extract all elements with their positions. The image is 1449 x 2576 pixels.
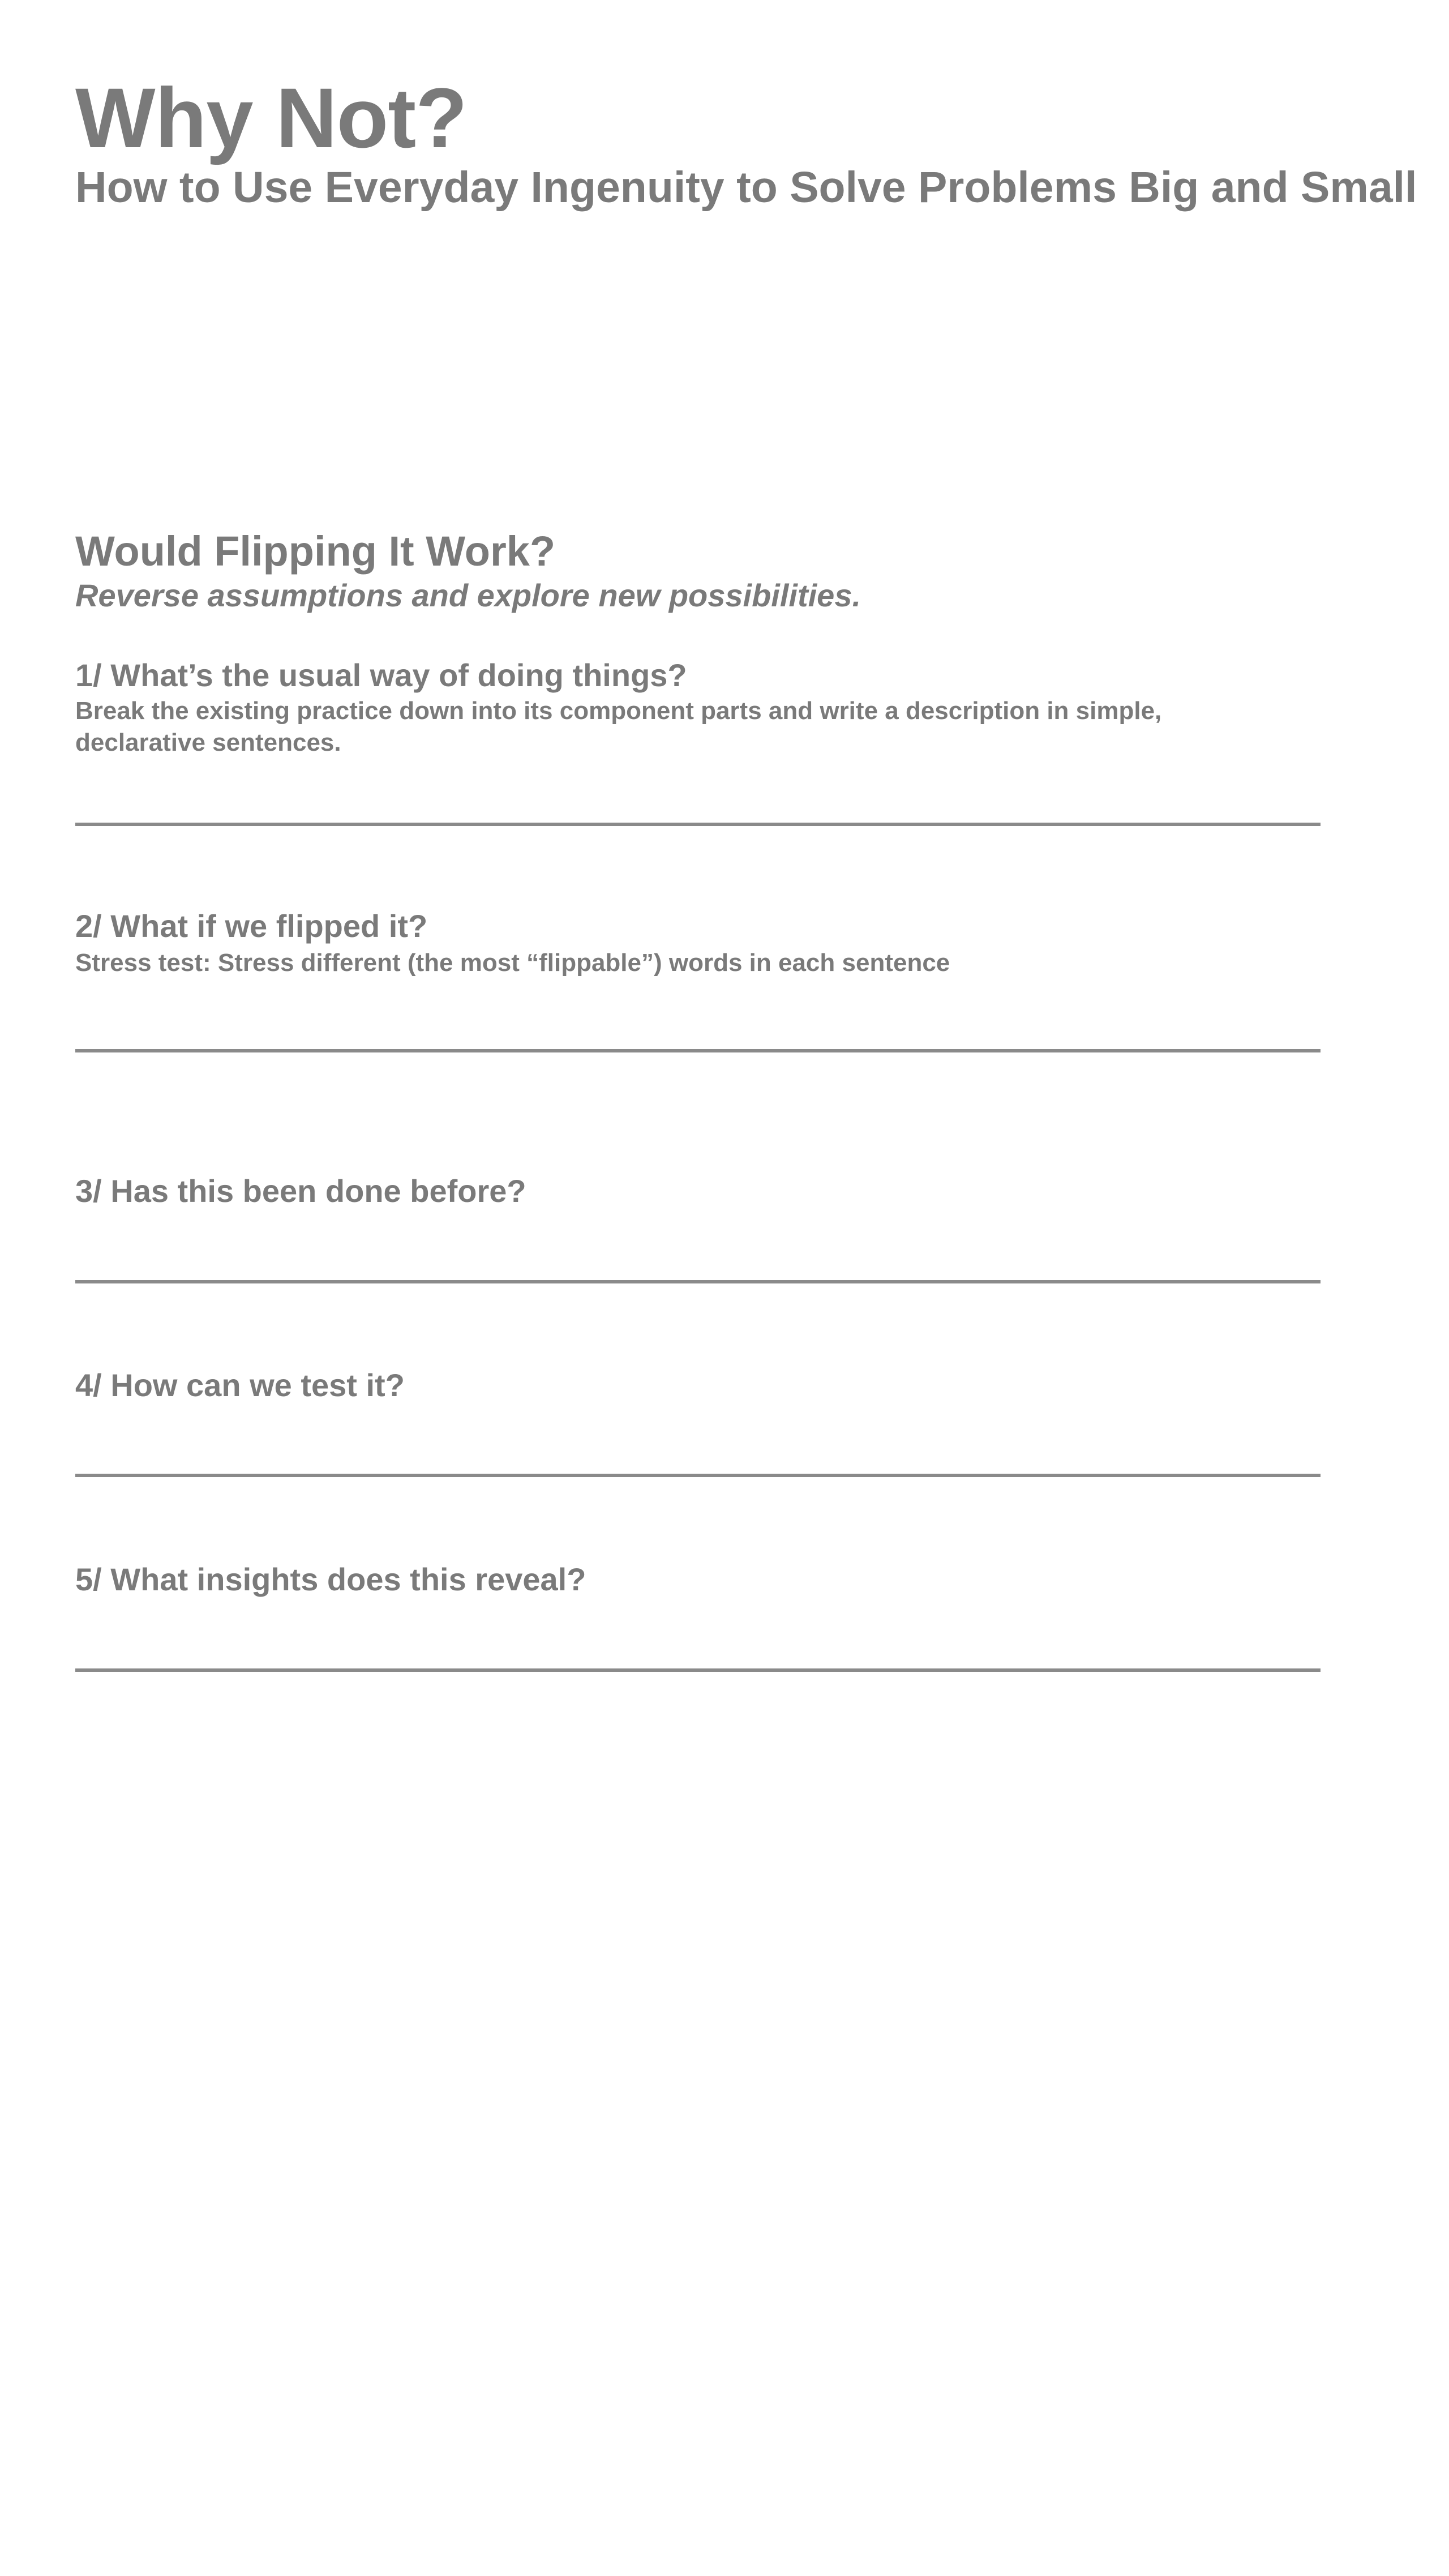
answer-line-5[interactable] [75, 1668, 1321, 1672]
answer-line-2[interactable] [75, 1049, 1321, 1052]
question-2-label: 2/ What if we flipped it? [75, 908, 428, 944]
section-subtitle: Reverse assumptions and explore new possibilities. [75, 577, 861, 613]
question-2-description: Stress test: Stress different (the most “flippable”) words in each sentence [75, 949, 950, 977]
section-title: Would Flipping It Work? [75, 528, 556, 575]
question-4 [75, 1367, 1321, 1404]
question-5-label: 5/ What insights does this reveal? [75, 1561, 586, 1597]
answer-line-4[interactable] [75, 1474, 1321, 1477]
document-subtitle: How to Use Everyday Ingenuity to Solve Problems Big and Small [75, 163, 1417, 212]
question-3-label: 3/ Has this been done before? [75, 1173, 526, 1209]
answer-line-1[interactable] [75, 823, 1321, 826]
question-1-label: 1/ What’s the usual way of doing things? [75, 657, 687, 693]
question-2 [75, 908, 1321, 979]
answer-line-3[interactable] [75, 1280, 1321, 1283]
question-1-description: Break the existing practice down into its component parts and write a description in simple, declarative sentences. [75, 697, 1162, 756]
question-5 [75, 1561, 1321, 1598]
question-3 [75, 1173, 1321, 1210]
question-1 [75, 657, 1321, 759]
document-title: Why Not? [75, 70, 467, 165]
question-4-label: 4/ How can we test it? [75, 1367, 405, 1403]
